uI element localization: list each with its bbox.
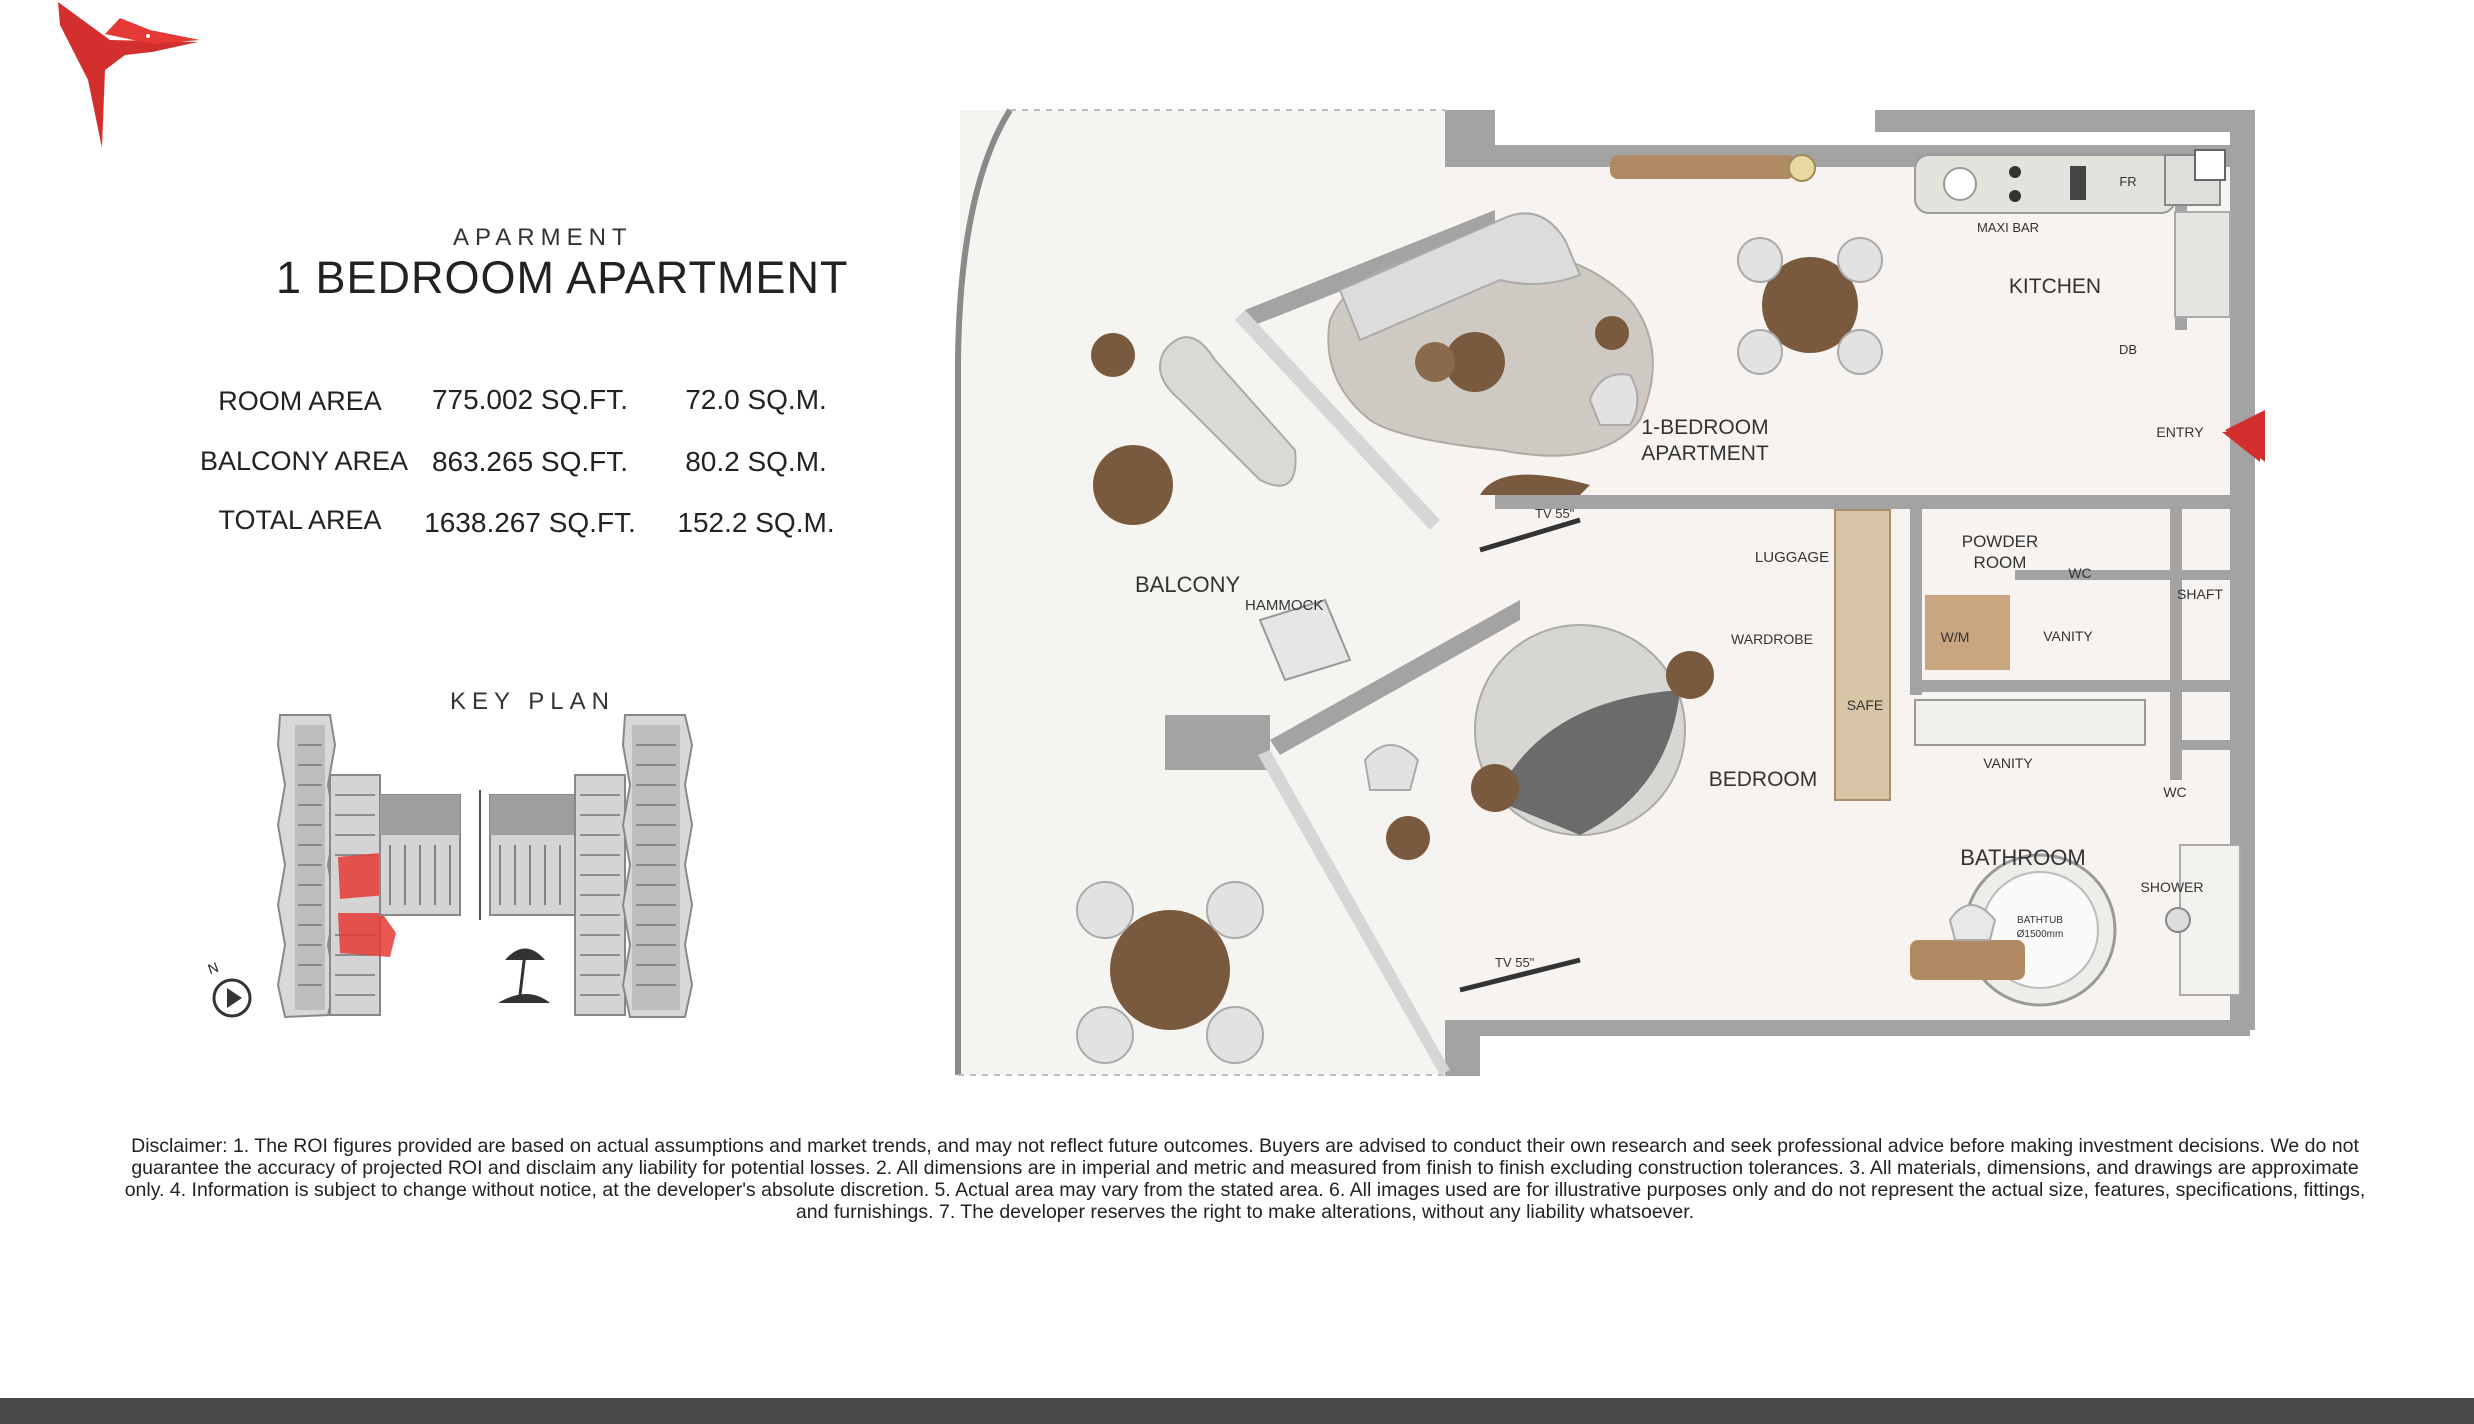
shower-label: SHOWER [2140, 879, 2204, 895]
maxi-bar-label: MAXI BAR [1976, 220, 2040, 235]
room-area-sqft: 775.002 SQ.FT. [431, 384, 629, 415]
room-area-sqm: 72.0 SQ.M. [685, 384, 827, 415]
wc-lower-label: WC [2163, 784, 2187, 800]
balcony-label: BALCONY [1135, 572, 1241, 597]
wm-label: W/M [1940, 629, 1970, 645]
brand-logo [50, 0, 210, 150]
vanity-upper-label: VANITY [2043, 628, 2093, 644]
tv-lower-label: TV 55" [1495, 955, 1535, 970]
balcony-area-sqm: 80.2 SQ.M. [685, 446, 827, 477]
total-area-sqm: 152.2 SQ.M. [677, 507, 835, 538]
room-area-label: ROOM AREA [218, 386, 382, 416]
wardrobe-label: WARDROBE [1731, 631, 1813, 647]
bedroom-label: BEDROOM [1708, 768, 1818, 791]
key-plan-diagram [200, 705, 800, 1025]
total-area-sqft: 1638.267 SQ.FT. [424, 507, 636, 538]
key-plan-title: KEY PLAN [450, 688, 615, 715]
apartment-label-line2: APARTMENT [1641, 442, 1769, 465]
vanity-lower-label: VANITY [1983, 755, 2033, 771]
page-title: 1 BEDROOM APARTMENT [276, 252, 849, 303]
balcony-area-label: BALCONY AREA [199, 446, 409, 476]
floor-plan [940, 100, 2270, 1080]
powder-room-label-line2: ROOM [1973, 553, 2027, 572]
entry-label: ENTRY [2156, 424, 2204, 440]
luggage-label: LUGGAGE [1754, 549, 1830, 566]
fridge-label: FR [2119, 174, 2137, 189]
north-label: N [205, 958, 221, 978]
tv-upper-label: TV 55" [1535, 506, 1575, 521]
apartment-label-line1: 1-BEDROOM [1641, 416, 1769, 439]
total-area-label: TOTAL AREA [218, 505, 382, 535]
bathtub-label-line2: Ø1500mm [2016, 929, 2064, 940]
wc-upper-label: WC [2068, 565, 2092, 581]
shaft-label: SHAFT [2177, 586, 2223, 602]
hammock-label: HAMMOCK [1245, 597, 1324, 614]
db-label: DB [2118, 342, 2138, 357]
disclaimer-text: Disclaimer: 1. The ROI figures provided are based on actual assumptions and market trends, and may not reflect future outcomes. Buyers are advised to conduct their own research and seek professional advice before making investment decisions. We do not guarantee the accuracy of projected ROI and disclaim any liability for potential losses. 2. All dimensions are in imperial and metric and measured from finish to finish excluding construction tolerances. 3. All materials, dimensions, and drawings are approximate only. 4. Information is subject to change without notice, at the developer's absolute discretion. 5. Actual area may vary from the stated area. 6. All images used are for illustrative purposes only and do not represent the actual size, features, specifications, fittings, and furnishings. 7. The developer reserves the right to make alterations, without any liability whatsoever. [124, 1135, 2366, 1223]
balcony-area-sqft: 863.265 SQ.FT. [431, 446, 629, 477]
page-bottom-edge [0, 1398, 2474, 1424]
bathtub-label-line1: BATHTUB [2017, 915, 2063, 926]
bathroom-label: BATHROOM [1960, 845, 2086, 870]
kitchen-label: KITCHEN [2008, 275, 2102, 298]
safe-label: SAFE [1846, 697, 1884, 713]
section-eyebrow: APARMENT [453, 224, 633, 251]
powder-room-label-line1: POWDER [1961, 532, 2039, 551]
